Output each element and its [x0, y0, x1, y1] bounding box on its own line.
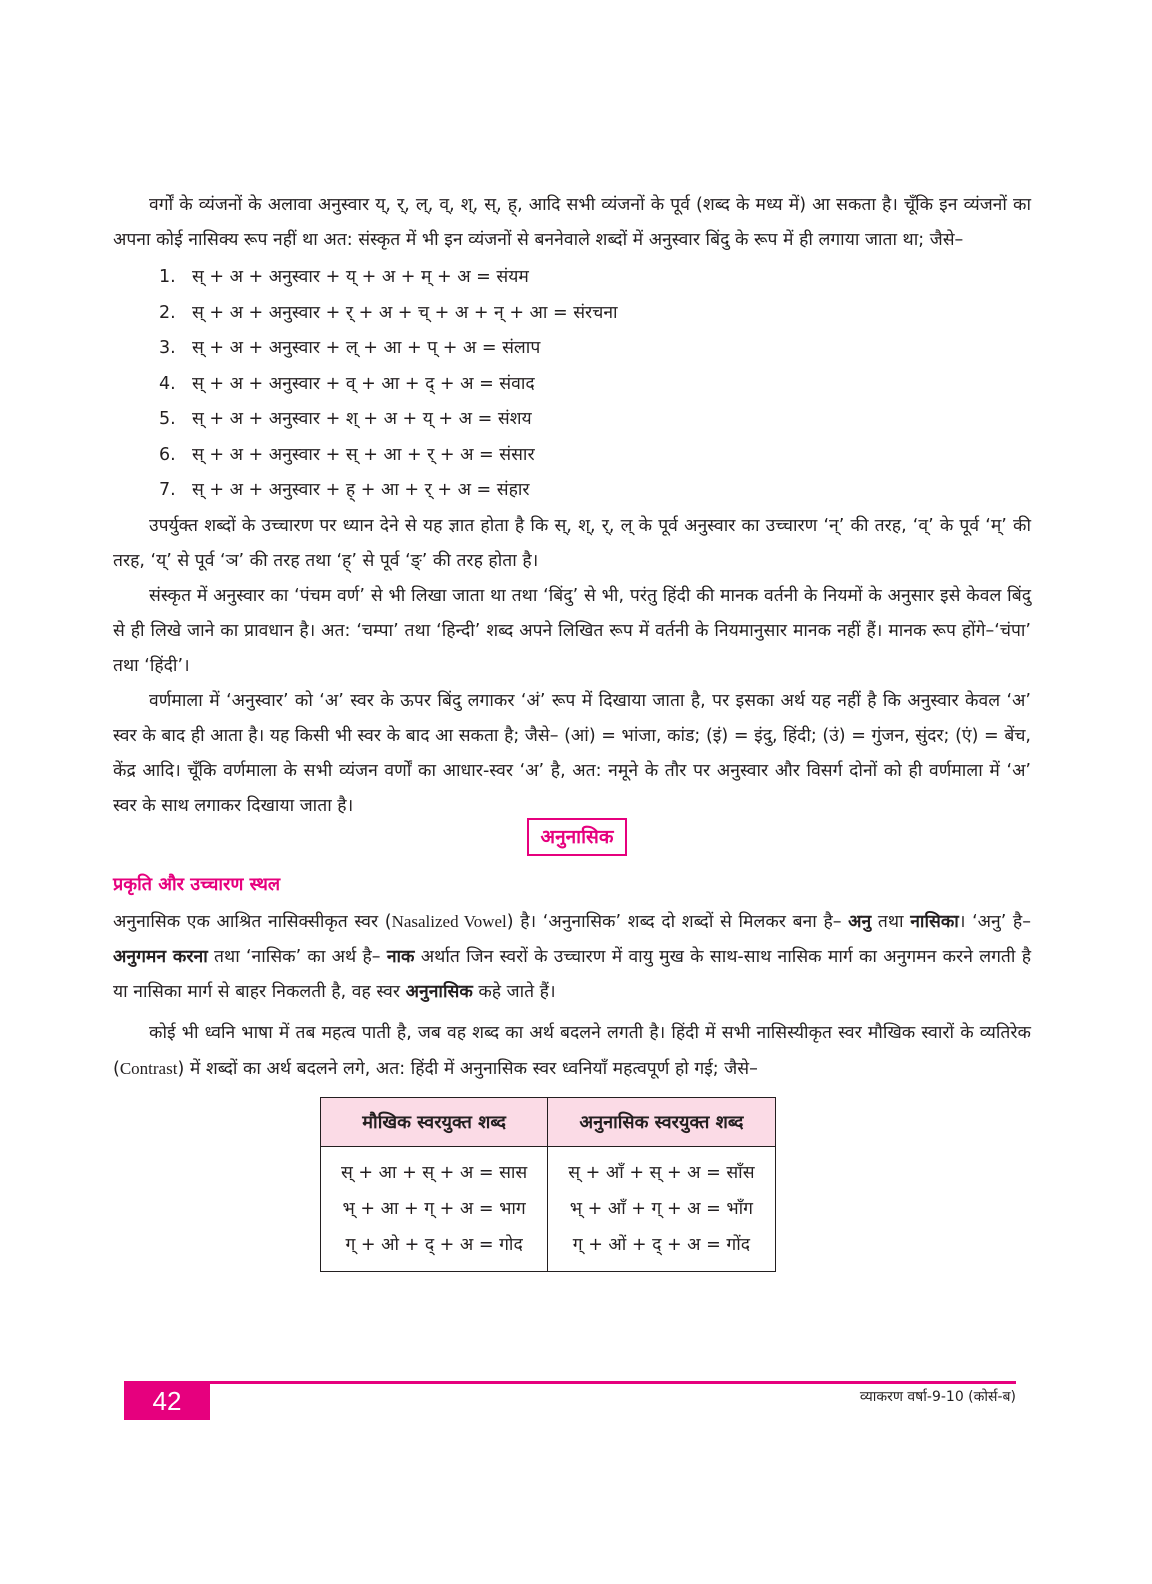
paragraph-contrast [113, 1016, 1031, 1087]
subheading: प्रकृति और उच्चारण स्थल [113, 873, 281, 895]
list-item-text: स् + अ + अनुस्वार + र् + अ + च् + अ + न् + आ = संरचना [192, 302, 618, 323]
bold-term: अनु [848, 911, 872, 932]
table-header-oral: मौखिक स्वरयुक्त शब्द [321, 1097, 548, 1146]
text-run: कोई भी ध्वनि भाषा में तब महत्व पाती है, जब वह शब्द का अर्थ बदलने लगती है। हिंदी में सभी नासिस्यीकृत स्वर मौखिक स्वारों के व्यतिरेक ( [113, 1022, 1031, 1079]
text-run: ) है। ‘अनुनासिक’ शब्द दो शब्दों से मिलकर बना है– [506, 911, 842, 932]
list-item [159, 367, 1031, 403]
text-run: कहे जाते हैं। [472, 981, 556, 1002]
bold-term: नाक [386, 946, 415, 967]
text-run: तथा [871, 911, 911, 932]
table-row [321, 1227, 776, 1272]
comparison-table [320, 1097, 776, 1272]
list-item-number: 3. [159, 338, 176, 358]
page-content [113, 188, 1031, 1272]
bold-term: अनुगमन करना [113, 946, 208, 967]
text-run: ) में शब्दों का अर्थ बदलने लगे, अत: हिंदी में अनुनासिक स्वर ध्वनियाँ महत्वपूर्ण हो गई; जैसे– [177, 1058, 758, 1079]
paragraph-spelling-rules: संस्कृत में अनुस्वार का ‘पंचम वर्ण’ से भी लिखा जाता था तथा ‘बिंदु’ से भी, परंतु हिंदी की मानक वर्तनी के नियमों के अनुसार इसे केवल बिंदु से ही लिखे जाने का प्रावधान है। अत: ‘चम्पा’ तथा ‘हिन्दी’ शब्द अपने लिखित रूप में वर्तनी के नियमानुसार मानक नहीं हैं। मानक रूप होंगे–‘चंपा’ तथा ‘हिंदी’। [113, 585, 1031, 676]
paragraph-anusvar-intro: वर्गों के व्यंजनों के अलावा अनुस्वार य्, र्, ल्, व्, श्, स्, ह्, आदि सभी व्यंजनों के पूर्व (शब्द के मध्य में) आ सकता है। चूँकि इन व्यंजनों का अपना कोई नासिक्य रूप नहीं था अत: संस्कृत में भी इन व्यंजनों से बननेवाले शब्दों में अनुस्वार बिंदु के रूप में ही लगाया जाता था; जैसे– [113, 195, 1031, 250]
footer-divider [124, 1381, 1016, 1384]
list-item [159, 260, 1031, 296]
table-cell: भ् + आ + ग् + अ = भाग [342, 1198, 526, 1219]
section-title: अनुनासिक [527, 818, 628, 856]
table-cell: स् + आँ + स् + अ = साँस [548, 1146, 775, 1191]
text-run: तथा ‘नासिक’ का अर्थ है– [207, 946, 387, 967]
list-item-text: स् + अ + अनुस्वार + श् + अ + य् + अ = संशय [192, 409, 532, 429]
list-item-number: 5. [159, 409, 176, 429]
list-item-text: स् + अ + अनुस्वार + ल् + आ + प् + अ = संलाप [192, 338, 541, 358]
page-number: 42 [124, 1382, 210, 1420]
list-item-text: स् + अ + अनुस्वार + स् + आ + र् + अ = संसार [192, 444, 535, 465]
paragraph-anunasik-definition [113, 904, 1031, 1010]
table-header-row [321, 1097, 776, 1146]
paragraph-pronunciation: उपर्युक्त शब्दों के उच्चारण पर ध्यान देने से यह ज्ञात होता है कि स्, श्, र्, ल् के पूर्व अनुस्वार का उच्चारण ‘न्’ की तरह, ‘व्’ के पूर्व ‘म्’ की तरह, ‘य्’ से पूर्व ‘ञ’ की तरह तथा ‘ह्’ से पूर्व ‘ङ्’ की तरह होता है। [113, 515, 1031, 571]
bold-term: अनुनासिक [405, 981, 473, 1002]
table-row [321, 1191, 776, 1227]
text-run: अर्थात जिन स्वरों के उच्चारण में वायु मुख के साथ-साथ नासिक मार्ग का अनुगमन करने लगती है या नासिका मार्ग से बाहर निकलती है, वह स्वर [113, 946, 1031, 1002]
example-list [113, 260, 1031, 509]
table-cell: ग् + ओं + द् + अ = गोंद [548, 1227, 775, 1272]
list-item-text: स् + अ + अनुस्वार + व् + आ + द् + अ = संवाद [192, 373, 535, 394]
list-item-number: 4. [159, 373, 176, 394]
text-run: अनुनासिक एक आश्रित नासिक्सीकृत स्वर ( [113, 911, 392, 932]
latin-term: Contrast [119, 1058, 178, 1078]
list-item [159, 331, 1031, 367]
bold-term: नासिका [910, 911, 959, 932]
list-item-number: 1. [159, 267, 176, 287]
list-item [159, 438, 1031, 474]
text-run: । ‘अनु’ है– [958, 911, 1031, 932]
list-item-number: 2. [159, 302, 176, 323]
table-cell: भ् + आँ + ग् + अ = भाँग [548, 1191, 775, 1227]
table-cell: स् + आ + स् + अ = सास [341, 1162, 528, 1183]
list-item [159, 402, 1031, 438]
table-header-nasal: अनुनासिक स्वरयुक्त शब्द [548, 1097, 775, 1146]
latin-term: Nasalized Vowel [391, 911, 507, 931]
list-item [159, 473, 1031, 509]
paragraph-varnamala: वर्णमाला में ‘अनुस्वार’ को ‘अ’ स्वर के ऊपर बिंदु लगाकर ‘अं’ रूप में दिखाया जाता है, पर इसका अर्थ यह नहीं है कि अनुस्वार केवल ‘अ’ स्वर के बाद ही आता है। यह किसी भी स्वर के बाद आ सकता है; जैसे– (आं) = भांजा, कांड; (इं) = इंदु, हिंदी; (उं) = गुंजन, सुंदर; (एं) = बेंच, केंद्र आदि। चूँकि वर्णमाला के सभी व्यंजन वर्णों का आधार-स्वर ‘अ’ है, अत: नमूने के तौर पर अनुस्वार और विसर्ग दोनों को ही वर्णमाला में ‘अ’ स्वर के साथ लगाकर दिखाया जाता है। [113, 690, 1031, 816]
book-title: व्याकरण वर्षा-9-10 (कोर्स-ब) [859, 1389, 1016, 1405]
table-row [321, 1146, 776, 1191]
list-item-text: स् + अ + अनुस्वार + ह् + आ + र् + अ = संहार [192, 480, 530, 500]
table-cell: ग् + ओ + द् + अ = गोद [345, 1234, 523, 1255]
list-item-number: 7. [159, 480, 176, 500]
section-heading-wrap [113, 818, 1031, 862]
list-item-number: 6. [159, 444, 176, 465]
list-item [159, 296, 1031, 332]
list-item-text: स् + अ + अनुस्वार + य् + अ + म् + अ = संयम [192, 267, 529, 287]
